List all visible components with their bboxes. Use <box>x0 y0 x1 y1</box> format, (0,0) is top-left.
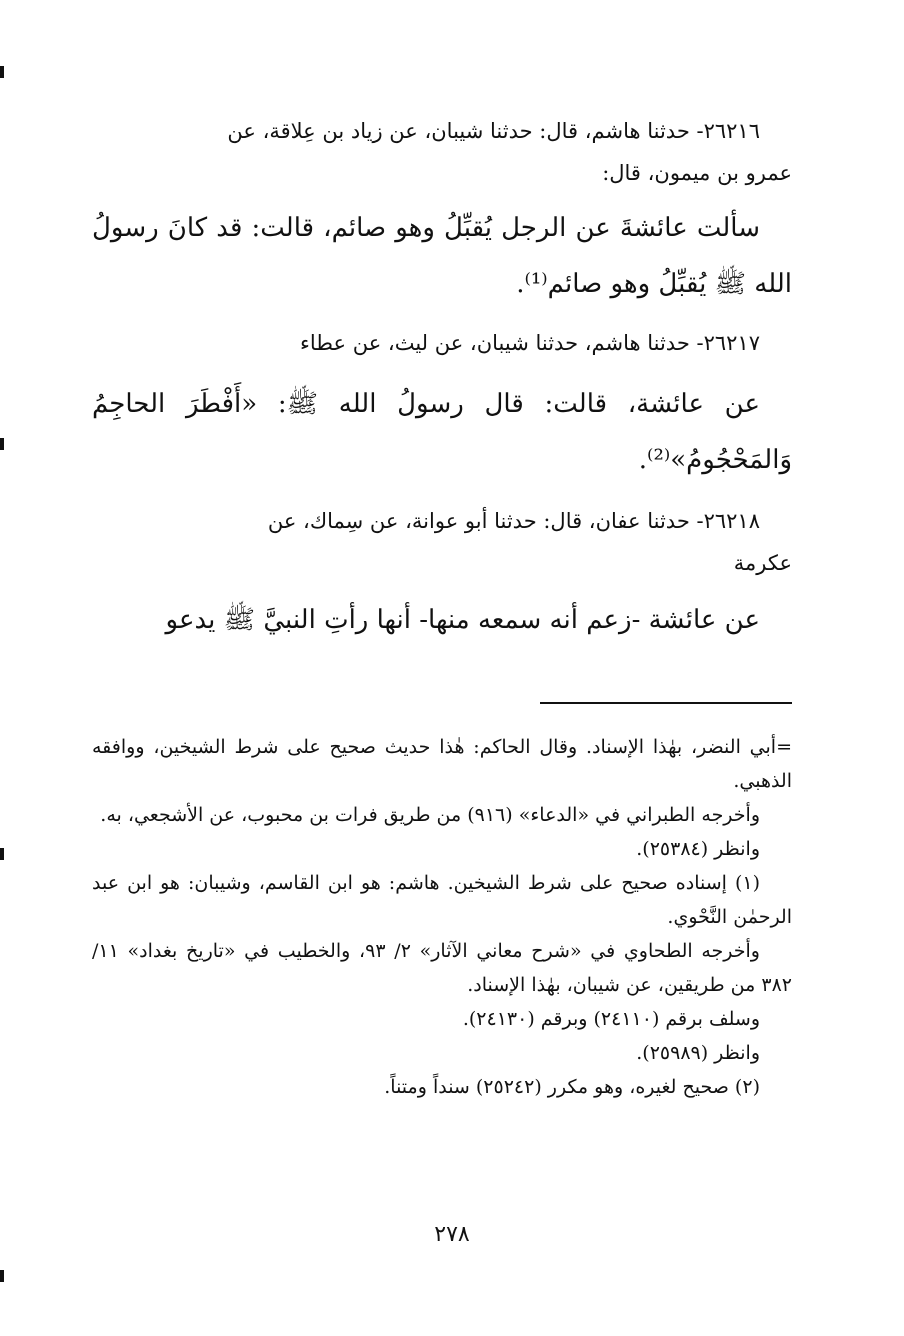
hadith-matn: سألت عائشةَ عن الرجل يُقبِّلُ وهو صائم، قالت: قد كانَ رسولُ الله ﷺ يُقبِّلُ وهو صائم⁽¹⁾. <box>92 213 792 299</box>
scan-edge-mark <box>0 438 4 450</box>
isnad-line: ٢٦٢١٨- حدثنا عفان، قال: حدثنا أبو عوانة، عن سِماك، عن <box>267 509 760 533</box>
footnote: وانظر (٢٥٩٨٩). <box>636 1042 760 1064</box>
footnote: وسلف برقم (٢٤١١٠) وبرقم (٢٤١٣٠). <box>462 1008 760 1030</box>
footnote: (١) إسناده صحيح على شرط الشيخين. هاشم: هو ابن القاسم، وشيبان: هو ابن عبد الرحمٰن النَّحْوي. <box>92 872 792 928</box>
hadith-matn: عن عائشة، قالت: قال رسولُ الله ﷺ: «أَفْطَرَ الحاجِمُ وَالمَحْجُومُ»⁽²⁾. <box>92 389 792 475</box>
footnote: وأخرجه الطبراني في «الدعاء» (٩١٦) من طريق فرات بن محبوب، عن الأشجعي، به. <box>100 804 760 826</box>
footnote: (٢) صحيح لغيره، وهو مكرر (٢٥٢٤٢) سنداً ومتناً. <box>384 1076 760 1098</box>
isnad-line: ٢٦٢١٦- حدثنا هاشم، قال: حدثنا شيبان، عن زياد بن عِلاقة، عن <box>227 119 760 143</box>
page-number: ٢٧٨ <box>434 1222 470 1247</box>
scan-edge-mark <box>0 1270 4 1282</box>
isnad-line: عمرو بن ميمون، قال: <box>602 161 792 185</box>
scan-edge-mark <box>0 66 4 78</box>
footnote: وانظر (٢٥٣٨٤). <box>636 838 760 860</box>
footnotes <box>92 730 792 1104</box>
footnote: =أبي النضر، بهٰذا الإسناد. وقال الحاكم: هٰذا حديث صحيح على شرط الشيخين، ووافقه الذهبي. <box>92 736 792 792</box>
scan-edge-mark <box>0 848 4 860</box>
hadith-matn: عن عائشة -زعم أنه سمعه منها- أنها رأتِ النبيَّ ﷺ يدعو <box>165 605 760 635</box>
hadith-isnad <box>92 500 792 584</box>
footnote: وأخرجه الطحاوي في «شرح معاني الآثار» ٢/ ٩٣، والخطيب في «تاريخ بغداد» ١١/ ٣٨٢ من طريقين، عن شيبان، بهٰذا الإسناد. <box>92 940 792 996</box>
isnad-line: ٢٦٢١٧- حدثنا هاشم، حدثنا شيبان، عن ليث، عن عطاء <box>300 331 760 355</box>
hadith-isnad <box>92 110 792 194</box>
hadith-isnad <box>92 322 792 364</box>
footnote-separator <box>540 702 792 704</box>
isnad-line: عكرمة <box>733 551 792 575</box>
